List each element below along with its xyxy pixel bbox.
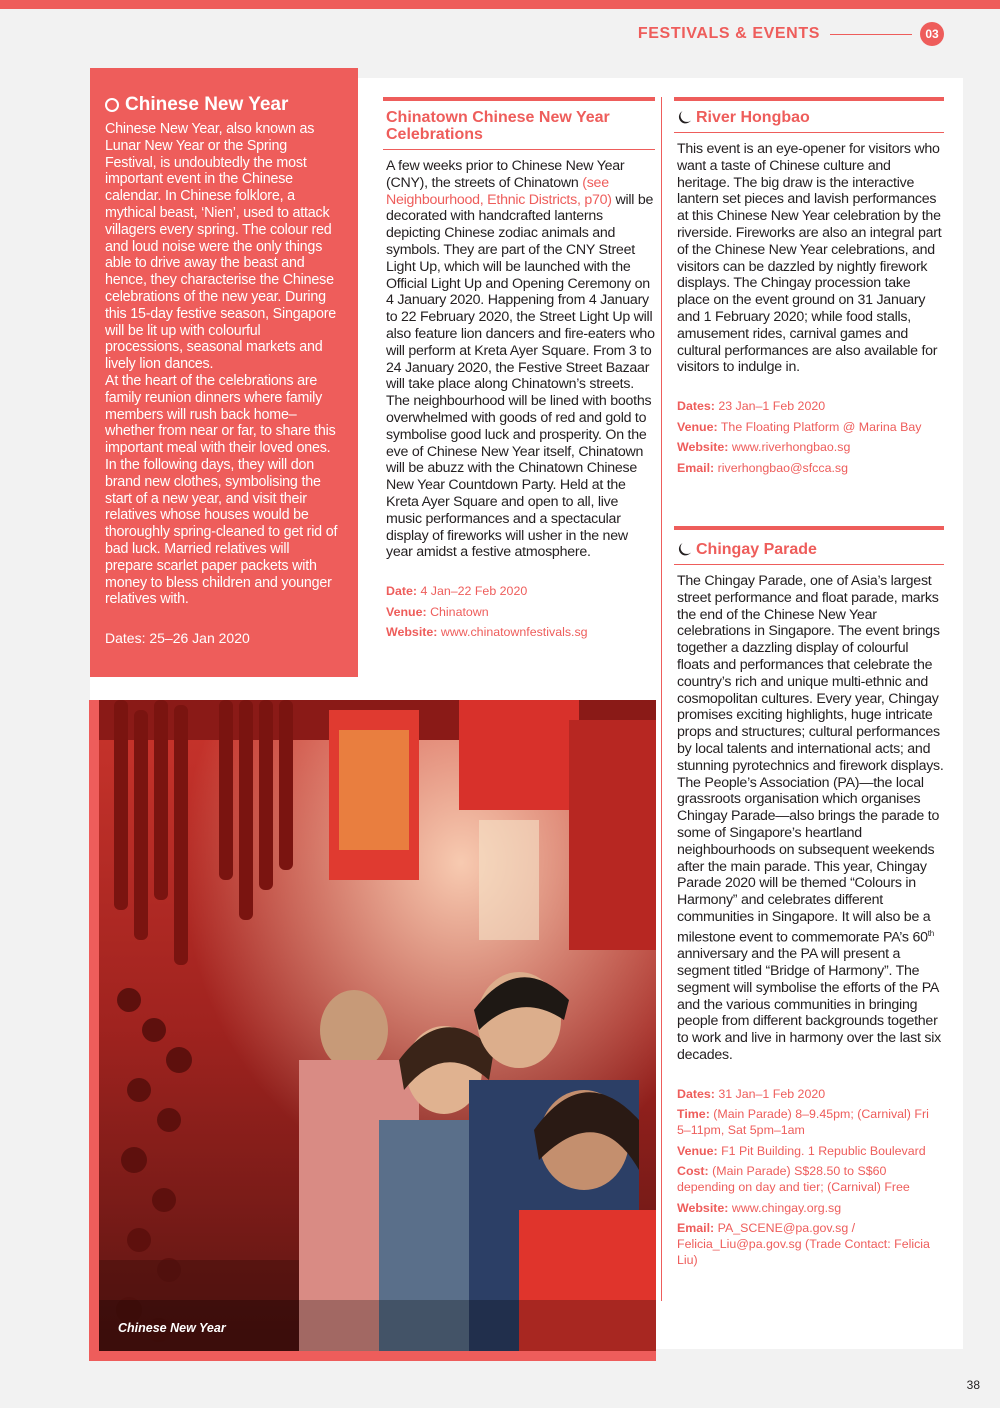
river-hongbao-email-link[interactable]: riverhongbao@sfcca.sg	[717, 460, 848, 475]
article-heading-rule	[674, 132, 944, 133]
photo-caption: Chinese New Year	[118, 1321, 226, 1335]
chinatown-website-link[interactable]: www.chinatownfestivals.sg	[440, 625, 588, 640]
chingay-email-link[interactable]: PA_SCENE@pa.gov.sg / Felicia_Liu@pa.gov.sg (Trade Contact: Felicia Liu)	[677, 1221, 930, 1268]
detail-row	[677, 1143, 944, 1159]
detail-label: Time:	[677, 1107, 710, 1122]
article-top-rule	[383, 97, 655, 101]
chinatown-heading	[386, 109, 655, 143]
detail-row	[677, 419, 944, 435]
detail-value: 23 Jan–1 Feb 2020	[718, 399, 826, 414]
detail-label: Date:	[386, 584, 417, 599]
river-hongbao-details	[674, 398, 944, 476]
chingay-heading	[677, 541, 944, 558]
section-number-badge: 03	[920, 22, 944, 46]
detail-value: (Main Parade) S$28.50 to S$60 depending on day and tier; (Carnival) Free	[677, 1164, 910, 1195]
chingay-body-b: anniversary and the PA will present a segment titled “Bridge of Harmony”. The segment will symbolise the efforts of the PA and the various communities in bringing people from different backgrounds together to work and live in harmony over the last six decades.	[677, 946, 941, 1064]
detail-label: Cost:	[677, 1164, 709, 1179]
chingay-article	[674, 526, 944, 1273]
chinatown-body-b: will be decorated with handcrafted lanterns depicting Chinese zodiac animals and symbols. They are part of the CNY Street Light Up, which will be launched with the Official Light Up and Opening Ceremony on 4 January 2020. Happening from 4 January to 22 February 2020, the Street Light Up will also feature lion dancers and fire-eaters who will perform at Kreta Ayer Square. From 3 to 24 January 2020, the Festive Street Bazaar will take place along Chinatown’s streets. The neighbourhood will be lined with booths overwhelmed with goods of red and gold to symbolise good luck and prosperity. On the eve of Chinese New Year itself, Chinatown will be abuzz with the Chinatown Chinese New Year Countdown Party. Held at the Kreta Ayer Square and open to all, live music performances and a spectacular display of fireworks will usher in the new year amidst a festive atmosphere.	[386, 191, 655, 561]
neighbourhood-cross-reference-link[interactable]: (see Neighbourhood, Ethnic Districts, p70)	[386, 174, 612, 208]
detail-row	[677, 398, 944, 414]
chingay-body-sup: th	[927, 928, 934, 938]
chinatown-details	[383, 583, 655, 640]
article-top-rule	[674, 526, 944, 530]
chinatown-article	[383, 97, 655, 645]
crescent-moon-icon	[677, 110, 692, 125]
page-number: 38	[966, 1378, 980, 1392]
section-header	[638, 22, 944, 46]
detail-label: Email:	[677, 1221, 715, 1236]
crescent-moon-icon	[677, 542, 692, 557]
detail-value: Chinatown	[430, 604, 489, 619]
content-panel-left-strip	[90, 676, 358, 702]
detail-row	[386, 583, 655, 599]
detail-value: 31 Jan–1 Feb 2020	[718, 1086, 826, 1101]
detail-row	[386, 624, 655, 640]
chinatown-body	[383, 158, 655, 561]
river-hongbao-website-link[interactable]: www.riverhongbao.sg	[731, 440, 851, 455]
detail-row	[677, 439, 944, 455]
chingay-body	[674, 573, 944, 1064]
detail-label: Website:	[677, 440, 729, 455]
photo-illustration	[99, 700, 656, 1351]
chingay-body-a: The Chingay Parade, one of Asia’s largest street performance and float parade, marks the end of the Chinese New Year celebrations in Singapore. The event brings together a dazzling display of colourful floats and performances that celebrate the country’s rich and unique multi-ethnic and cosmopolitan cultures. Every year, Chingay promises exciting highlights, huge intricate props and structures; cultural performances by local talents and international acts; and stunning pyrotechnics and firework displays. The People’s Association (PA)—the local grassroots organisation which organises Chingay Parade—also brings the parade to some of Singapore’s heartland neighbourhoods on subsequent weekends after the main parade. This year, Chingay Parade 2020 will be themed “Colours in Harmony” and celebrates different communities in Singapore. It will also be a milestone event to commemorate PA’s 60	[677, 573, 944, 946]
section-title: FESTIVALS & EVENTS	[637, 25, 820, 42]
river-hongbao-heading	[677, 109, 944, 126]
cny-body-2: At the heart of the celebrations are family reunion dinners where family members will rush back home–whether from near or far, to share this important meal with their loved ones. In the following days, they will don brand new clothes, symbolising the start of a new year, and visit their relatives whose houses would be thoroughly spring-cleaned to get rid of bad luck. Married relatives will prepare scarlet paper packets with money to bless children and younger relatives with.	[105, 372, 338, 608]
detail-label: Website:	[386, 625, 438, 640]
river-hongbao-article	[674, 97, 944, 480]
detail-row	[677, 1220, 944, 1268]
chingay-title: Chingay Parade	[696, 541, 817, 558]
detail-label: Venue:	[677, 1143, 718, 1158]
top-color-bar	[0, 0, 1000, 9]
chingay-website-link[interactable]: www.chingay.org.sg	[731, 1200, 842, 1215]
chinatown-title: Chinatown Chinese New Year Celebrations	[386, 109, 610, 143]
detail-row	[386, 604, 655, 620]
detail-row	[677, 1086, 944, 1102]
article-heading-rule	[674, 564, 944, 565]
river-hongbao-title: River Hongbao	[696, 109, 810, 126]
detail-label: Venue:	[677, 419, 718, 434]
detail-row	[677, 460, 944, 476]
cny-title: Chinese New Year	[125, 94, 289, 115]
chinatown-body-a: A few weeks prior to Chinese New Year (CNY), the streets of Chinatown	[386, 158, 625, 191]
detail-value: The Floating Platform @ Marina Bay	[720, 419, 922, 434]
detail-row	[677, 1106, 944, 1138]
cny-feature-box	[90, 68, 358, 677]
detail-value: F1 Pit Building. 1 Republic Boulevard	[721, 1143, 926, 1158]
circle-bullet-icon	[105, 98, 119, 112]
column-divider	[661, 526, 662, 1301]
detail-label: Dates:	[677, 399, 715, 414]
chingay-details	[674, 1086, 944, 1269]
detail-value: (Main Parade) 8–9.45pm; (Carnival) Fri 5–11pm, Sat 5pm–1am	[677, 1107, 929, 1138]
chinatown-market-photo	[99, 700, 656, 1351]
detail-value: 4 Jan–22 Feb 2020	[420, 584, 528, 599]
article-heading-rule	[383, 149, 655, 150]
river-hongbao-body: This event is an eye-opener for visitors who want a taste of Chinese culture and heritage. The big draw is the interactive lantern set pieces and lavish performances at this Chinese New Year celebration by the riverside. Fireworks are also an integral part of the Chinese New Year celebrations, and visitors can be dazzled by nightly firework displays. The Chingay procession take place on the event ground on 31 January and 1 February 2020; while food stalls, amusement rides, carnival games and cultural performances are also available for visitors to indulge in.	[677, 141, 942, 376]
cny-body: Chinese New Year, also known as Lunar New Year or the Spring Festival, is undoubtedly the most important event in the Chinese calendar. In Chinese folklore, a mythical beast, ‘Nien’, used to attack villagers every spring. The colour red and loud noise were the only things able to drive away the beast and hence, they characterise the Chinese celebrations of the new year. During this 15-day festive season, Singapore will be lit up with colourful processions, seasonal markets and lively lion dances.	[105, 121, 337, 373]
detail-row	[677, 1163, 944, 1195]
cny-heading	[105, 94, 340, 116]
detail-label: Website:	[677, 1200, 729, 1215]
detail-row	[677, 1200, 944, 1216]
detail-label: Dates:	[677, 1086, 715, 1101]
cny-dates: Dates: 25–26 Jan 2020	[105, 630, 250, 647]
article-top-rule	[674, 97, 944, 101]
header-rule	[830, 34, 912, 35]
detail-label: Venue:	[386, 604, 427, 619]
detail-label: Email:	[677, 460, 715, 475]
